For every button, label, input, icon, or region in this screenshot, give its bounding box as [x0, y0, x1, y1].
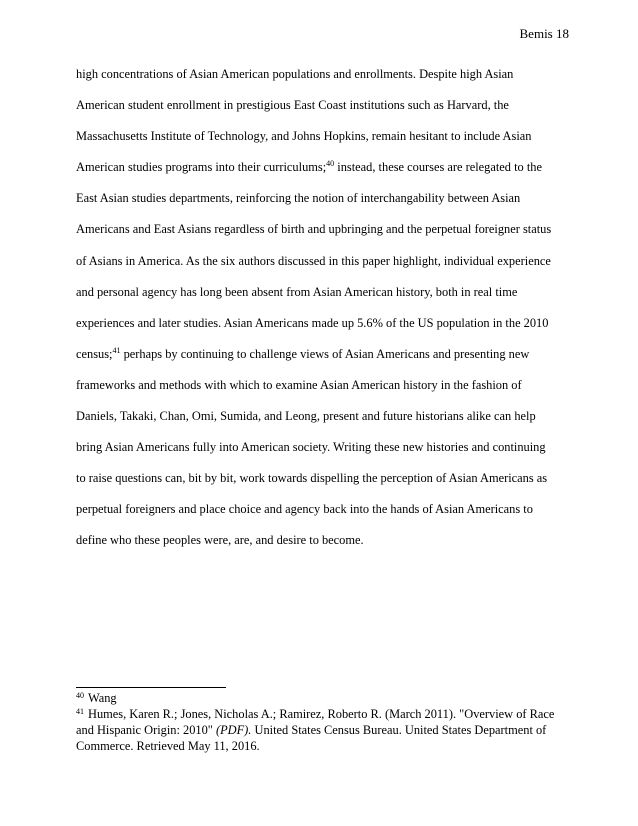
body-line: Massachusetts Institute of Technology, and Johns Hopkins, remain hesitant to include Asian	[76, 129, 532, 144]
body-line-text: census;	[76, 346, 113, 361]
body-line: East Asian studies departments, reinforcing the notion of interchangability between Asian	[76, 191, 521, 206]
footnote-text: United States Census Bureau. United States Department of	[251, 723, 547, 737]
footnote-ref-40[interactable]: 40	[326, 159, 335, 169]
body-line: American student enrollment in prestigious East Coast institutions such as Harvard, the	[76, 98, 509, 113]
body-line: experiences and later studies. Asian Americans made up 5.6% of the US population in the 2010	[76, 315, 549, 330]
body-line-text: American studies programs into their curriculums;	[76, 160, 327, 175]
body-line-text: instead, these courses are relegated to the	[334, 160, 542, 175]
footnotes	[76, 690, 576, 754]
body-line: of Asians in America. As the six authors discussed in this paper highlight, individual experience	[76, 253, 551, 268]
footnote-text: and Hispanic Origin: 2010"	[76, 723, 216, 737]
footnote-41-cont	[76, 722, 576, 738]
body-line: Americans and East Asians regardless of birth and upbringing and the perpetual foreigner status	[76, 222, 552, 237]
footnote-separator	[76, 687, 226, 688]
body-line: high concentrations of Asian American populations and enrollments. Despite high Asian	[76, 67, 514, 81]
footnote-number: 40	[76, 691, 84, 700]
body-line	[76, 345, 570, 376]
body-line: define who these peoples were, are, and desire to become.	[76, 533, 364, 548]
footnote-40	[76, 690, 576, 706]
body-line: to raise questions can, bit by bit, work towards dispelling the perception of Asian Americans as	[76, 471, 548, 486]
body-line: bring Asian Americans fully into American society. Writing these new histories and continuing	[76, 440, 546, 455]
body-line	[76, 158, 570, 189]
footnote-text: Humes, Karen R.; Jones, Nicholas A.; Ramirez, Roberto R. (March 2011). "Overview of Race	[88, 707, 555, 721]
footnote-number: 41	[76, 707, 84, 716]
body-line: frameworks and methods with which to examine Asian American history in the fashion of	[76, 377, 522, 392]
body-line: and personal agency has long been absent from Asian American history, both in real time	[76, 284, 518, 299]
footnote-ref-41[interactable]: 41	[112, 345, 121, 355]
body-line: perpetual foreigners and place choice and agency back into the hands of Asian Americans to	[76, 502, 533, 517]
footnote-format-label: (PDF).	[215, 723, 252, 737]
running-head: Bemis 18	[519, 26, 569, 41]
footnote-text: Wang	[88, 691, 117, 705]
footnote-41	[76, 706, 576, 722]
footnote-41-cont: Commerce. Retrieved May 11, 2016.	[76, 739, 260, 753]
body-line: Daniels, Takaki, Chan, Omi, Sumida, and Leong, present and future historians alike can help	[76, 409, 536, 424]
body-line-text: perhaps by continuing to challenge views of Asian Americans and presenting new	[120, 346, 530, 361]
body-text	[76, 65, 570, 563]
